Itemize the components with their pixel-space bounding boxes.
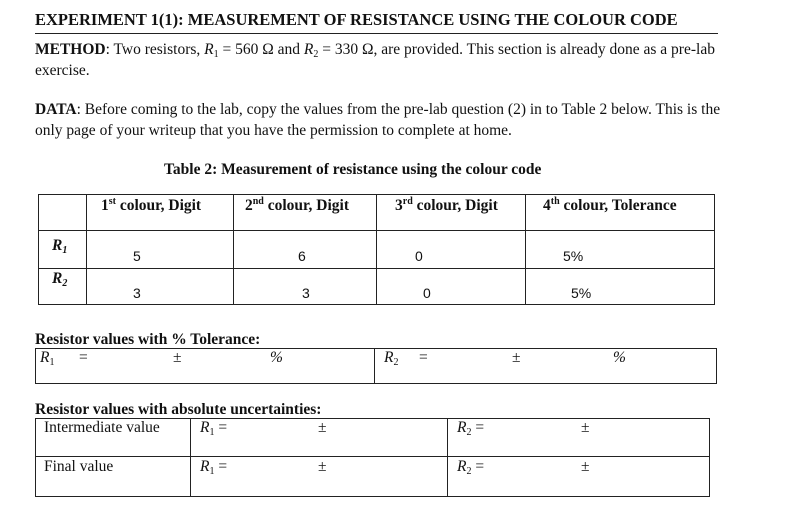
table2-row2-digit3: 0 (423, 285, 431, 301)
table2-header-2: 2nd colour, Digit (245, 196, 349, 214)
absolute-row1-r2-pm: ± (581, 419, 590, 436)
table2-header-rule (38, 230, 715, 231)
absolute-row2-r1-pm: ± (318, 458, 327, 475)
tolerance-r2-equals: = (419, 349, 428, 366)
method-r2-symbol: R (303, 41, 314, 58)
table2-header-4: 4th colour, Tolerance (543, 196, 677, 214)
data-label: DATA (35, 101, 77, 118)
table-caption: Table 2: Measurement of resistance using the colour code (164, 161, 542, 178)
table2-col-divider (233, 194, 234, 305)
method-text-a: : Two resistors, (105, 41, 205, 58)
table2-col-divider (376, 194, 377, 305)
absolute-heading: Resistor values with absolute uncertainties: (35, 401, 322, 418)
table2-row2-tolerance: 5% (571, 285, 592, 301)
table2-row-rule (525, 268, 715, 269)
absolute-row-rule (35, 456, 710, 457)
table2-row-rule (376, 268, 525, 269)
tolerance-r1-equals: = (79, 349, 88, 366)
absolute-row1-label: Intermediate value (44, 419, 160, 436)
table2-header-3: 3rd colour, Digit (395, 196, 498, 214)
table2-row1-tolerance: 5% (563, 248, 584, 264)
method-paragraph (35, 39, 735, 81)
absolute-row1-r1: $R_1$ = (200, 419, 228, 438)
tolerance-heading: Resistor values with % Tolerance: (35, 331, 261, 348)
method-r2-value: = 330 Ω, are provided. This section is already done as a pre-lab exercise. (35, 41, 715, 79)
absolute-row2-r1: $R_1$ = (200, 458, 228, 477)
table2-row2-label: $R_2$ (52, 270, 68, 289)
page-title: EXPERIMENT 1(1): MEASUREMENT OF RESISTANCE USING THE COLOUR CODE (35, 10, 678, 29)
table2-row1-digit1: 5 (133, 248, 141, 264)
table2-col-divider (525, 194, 526, 305)
table2-row2-digit1: 3 (133, 285, 141, 301)
table2-row-rule (38, 268, 86, 269)
tolerance-r2-percent: % (613, 349, 626, 366)
method-r1-value: = 560 Ω and (218, 41, 304, 58)
method-r1-symbol: R (204, 41, 214, 58)
table2-row1-digit2: 6 (298, 248, 306, 264)
table2-row1-digit3: 0 (415, 248, 423, 264)
tolerance-r2-pm: ± (512, 349, 521, 366)
table2-row2-digit2: 3 (302, 285, 310, 301)
table2-row-rule (233, 268, 376, 269)
absolute-row1-r2: $R_2$ = (457, 419, 485, 438)
table2-col-divider (86, 194, 87, 305)
absolute-row2-label: Final value (44, 458, 114, 475)
data-paragraph (35, 99, 735, 141)
table2-header-1: 1st colour, Digit (101, 196, 202, 214)
absolute-row1-r1-pm: ± (318, 419, 327, 436)
absolute-row2-r2: $R_2$ = (457, 458, 485, 477)
absolute-divider-2 (447, 418, 448, 497)
method-label: METHOD (35, 41, 106, 58)
tolerance-r1-label: $R_1$ (40, 349, 55, 368)
absolute-divider-1 (190, 418, 191, 497)
tolerance-divider (374, 348, 375, 384)
absolute-row2-r2-pm: ± (581, 458, 590, 475)
method-r1-sub: 1 (213, 49, 219, 60)
method-r2-sub: 2 (313, 49, 319, 60)
title-rule (35, 33, 718, 34)
table2-row-rule (86, 268, 233, 269)
data-text: : Before coming to the lab, copy the values from the pre-lab question (2) in to Table 2 below. This is the only page of your writeup that you have the permission to complete at home. (35, 101, 721, 139)
table2-row1-label: $R_1$ (52, 237, 68, 256)
tolerance-r1-pm: ± (173, 349, 182, 366)
tolerance-r1-percent: % (270, 349, 283, 366)
tolerance-r2-label: $R_2$ (384, 349, 399, 368)
